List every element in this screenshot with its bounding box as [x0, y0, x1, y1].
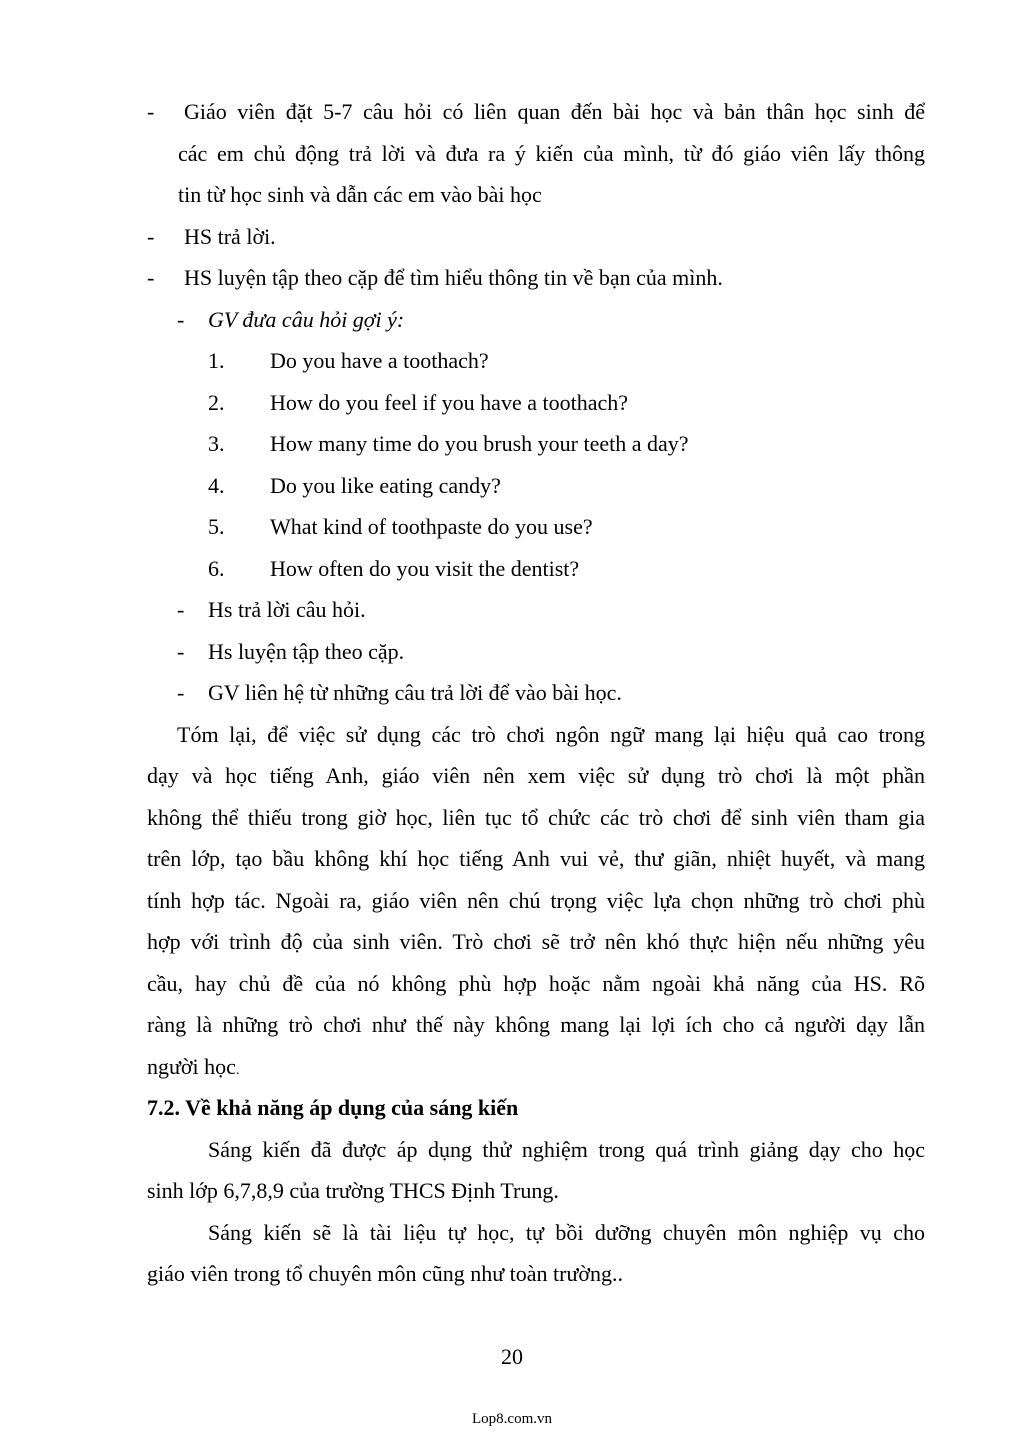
question-number: 4.: [208, 473, 225, 498]
sub-bullet-dash: -: [177, 639, 185, 664]
paragraph-line: trên lớp, tạo bầu không khí học tiếng Anh vui vẻ, thư giãn, nhiệt huyết, và mang: [147, 846, 925, 871]
section-paragraph-line: Sáng kiến đã được áp dụng thử nghiệm trong quá trình giảng dạy cho học: [208, 1137, 925, 1162]
section-heading: 7.2. Về khả năng áp dụng của sáng kiến: [147, 1095, 519, 1120]
sub-bullet-text: Hs luyện tập theo cặp.: [208, 639, 405, 664]
bullet-3-text: HS luyện tập theo cặp để tìm hiểu thông tin về bạn của mình.: [184, 265, 723, 290]
paragraph-line: cầu, hay chủ đề của nó không phù hợp hoặc nằm ngoài khả năng của HS. Rõ: [147, 971, 925, 996]
question-number: 3.: [208, 431, 225, 456]
bullet-dash: -: [147, 265, 155, 290]
paragraph-last-line: [147, 1053, 239, 1085]
bullet-2-text: HS trả lời.: [184, 224, 276, 249]
paragraph-line: hợp với trình độ của sinh viên. Trò chơi sẽ trở nên khó thực hiện nếu những yêu: [147, 929, 925, 954]
bullet-1-line-1: Giáo viên đặt 5-7 câu hỏi có liên quan đến bài học và bản thân học sinh để: [184, 99, 925, 124]
sub-bullet-dash: -: [177, 680, 185, 705]
question-intro: GV đưa câu hỏi gợi ý:: [208, 307, 405, 332]
paragraph-line: tính hợp tác. Ngoài ra, giáo viên nên chú trọng việc lựa chọn những trò chơi phù: [147, 888, 925, 913]
paragraph-line: không thể thiếu trong giờ học, liên tục tổ chức các trò chơi để sinh viên tham gia: [147, 805, 925, 830]
question-text: How often do you visit the dentist?: [270, 556, 580, 581]
question-number: 1.: [208, 348, 225, 373]
paragraph-last-text: người học: [147, 1054, 236, 1079]
bullet-1-line-2: các em chủ động trả lời và đưa ra ý kiến của mình, từ đó giáo viên lấy thông: [178, 141, 925, 166]
question-text: How many time do you brush your teeth a day?: [270, 431, 689, 456]
paragraph-last-dot: .: [235, 1063, 240, 1078]
sub-bullet-text: GV liên hệ từ những câu trả lời để vào bài học.: [208, 680, 622, 705]
bullet-dash: -: [147, 224, 155, 249]
section-paragraph-line: giáo viên trong tổ chuyên môn cũng như toàn trường..: [147, 1261, 624, 1286]
question-number: 5.: [208, 514, 225, 539]
question-text: Do you like eating candy?: [270, 473, 501, 498]
section-paragraph-line: Sáng kiến sẽ là tài liệu tự học, tự bồi dưỡng chuyên môn nghiệp vụ cho: [208, 1220, 925, 1245]
bullet-1-line-3: tin từ học sinh và dẫn các em vào bài học: [178, 182, 542, 207]
sub-bullet-dash: -: [177, 597, 185, 622]
paragraph-line: ràng là những trò chơi như thế này không mang lại lợi ích cho cả người dạy lẫn: [147, 1012, 925, 1037]
footer-site: Lop8.com.vn: [472, 1411, 552, 1427]
question-text: Do you have a toothach?: [270, 348, 489, 373]
question-text: What kind of toothpaste do you use?: [270, 514, 593, 539]
question-text: How do you feel if you have a toothach?: [270, 390, 628, 415]
question-number: 2.: [208, 390, 225, 415]
paragraph-line: Tóm lại, để việc sử dụng các trò chơi ngôn ngữ mang lại hiệu quả cao trong: [177, 722, 925, 747]
question-number: 6.: [208, 556, 225, 581]
section-paragraph-line: sinh lớp 6,7,8,9 của trường THCS Định Trung.: [147, 1178, 559, 1203]
sub-bullet-dash: -: [177, 307, 185, 332]
page-number: 20: [501, 1344, 523, 1369]
sub-bullet-text: Hs trả lời câu hỏi.: [208, 597, 366, 622]
paragraph-line: dạy và học tiếng Anh, giáo viên nên xem việc sử dụng trò chơi là một phần: [147, 763, 925, 788]
bullet-dash: -: [147, 99, 155, 124]
